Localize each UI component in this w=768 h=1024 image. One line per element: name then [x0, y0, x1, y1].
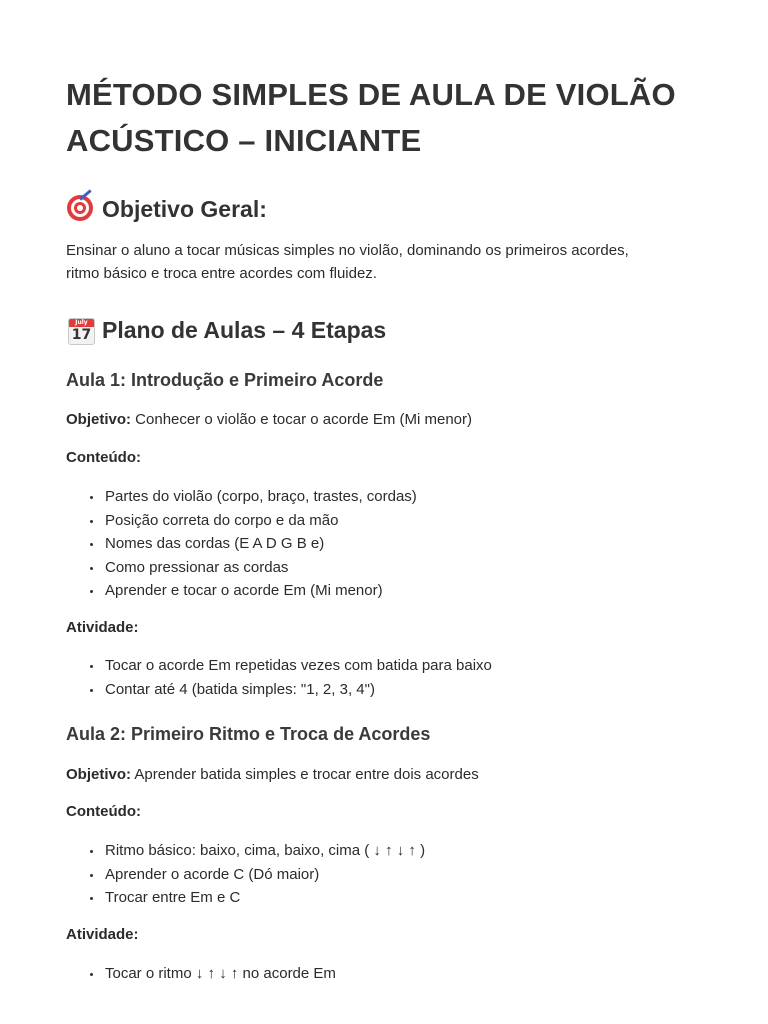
objetivo-geral-heading-text: Objetivo Geral: [102, 195, 267, 222]
target-icon [66, 194, 96, 224]
calendar-month: July [69, 319, 94, 327]
list-item: Como pressionar as cordas [88, 556, 417, 580]
objetivo-geral-text-line-2: ritmo básico e troca entre acordes com fluidez. [66, 265, 377, 282]
list-item: Nomes das cordas (E A D G B e) [88, 532, 417, 556]
aula-2-heading: Aula 2: Primeiro Ritmo e Troca de Acordes [66, 724, 431, 744]
aula-2-conteudo-list [88, 839, 425, 910]
aula-2-objetivo-text: Aprender batida simples e trocar entre dois acordes [131, 766, 479, 783]
plano-de-aulas-heading [66, 314, 386, 346]
aula-1-atividade-label [66, 619, 139, 636]
aula-2-conteudo-label-text: Conteúdo: [66, 803, 141, 820]
aula-1-objetivo-label: Objetivo: [66, 411, 132, 428]
plano-de-aulas-heading-text: Plano de Aulas – 4 Etapas [102, 316, 387, 343]
calendar-icon [66, 315, 96, 345]
list-item: Posição correta do corpo e da mão [88, 509, 417, 533]
aula-1-atividade-list [88, 654, 492, 701]
list-item: Contar até 4 (batida simples: "1, 2, 3, 4") [88, 678, 492, 702]
list-item: Partes do violão (corpo, braço, trastes, cordas) [88, 485, 417, 509]
aula-1-conteudo-list [88, 485, 417, 603]
objetivo-geral-heading [66, 193, 267, 225]
aula-1-conteudo-label-text: Conteúdo: [66, 449, 141, 466]
document-title [66, 72, 676, 164]
document-title-line-1: MÉTODO SIMPLES DE AULA DE VIOLÃO [66, 77, 676, 112]
list-item: Trocar entre Em e C [88, 886, 425, 910]
calendar-day: 17 [71, 327, 92, 343]
aula-1-conteudo-label [66, 449, 141, 466]
objetivo-geral-text [66, 239, 706, 285]
aula-1-atividade-label-text: Atividade: [66, 619, 139, 636]
list-item: Aprender e tocar o acorde Em (Mi menor) [88, 579, 417, 603]
aula-2-objetivo-label: Objetivo: [66, 766, 132, 783]
aula-2-conteudo-label [66, 803, 141, 820]
aula-2-atividade-label [66, 926, 139, 943]
list-item: Aprender o acorde C (Dó maior) [88, 863, 425, 887]
document-title-line-2: ACÚSTICO – INICIANTE [66, 123, 422, 158]
list-item: Tocar o ritmo ↓ ↑ ↓ ↑ no acorde Em [88, 962, 336, 986]
aula-1-objetivo-text: Conhecer o violão e tocar o acorde Em (Mi menor) [131, 411, 472, 428]
aula-2-atividade-list [88, 962, 336, 986]
list-item: Tocar o acorde Em repetidas vezes com batida para baixo [88, 654, 492, 678]
aula-2-objetivo [66, 766, 479, 783]
aula-1-objetivo [66, 411, 472, 428]
objetivo-geral-text-line-1: Ensinar o aluno a tocar músicas simples no violão, dominando os primeiros acordes, [66, 242, 629, 259]
list-item: Ritmo básico: baixo, cima, baixo, cima ( ↓ ↑ ↓ ↑ ) [88, 839, 425, 863]
aula-1-heading: Aula 1: Introdução e Primeiro Acorde [66, 370, 384, 390]
aula-2-atividade-label-text: Atividade: [66, 926, 139, 943]
